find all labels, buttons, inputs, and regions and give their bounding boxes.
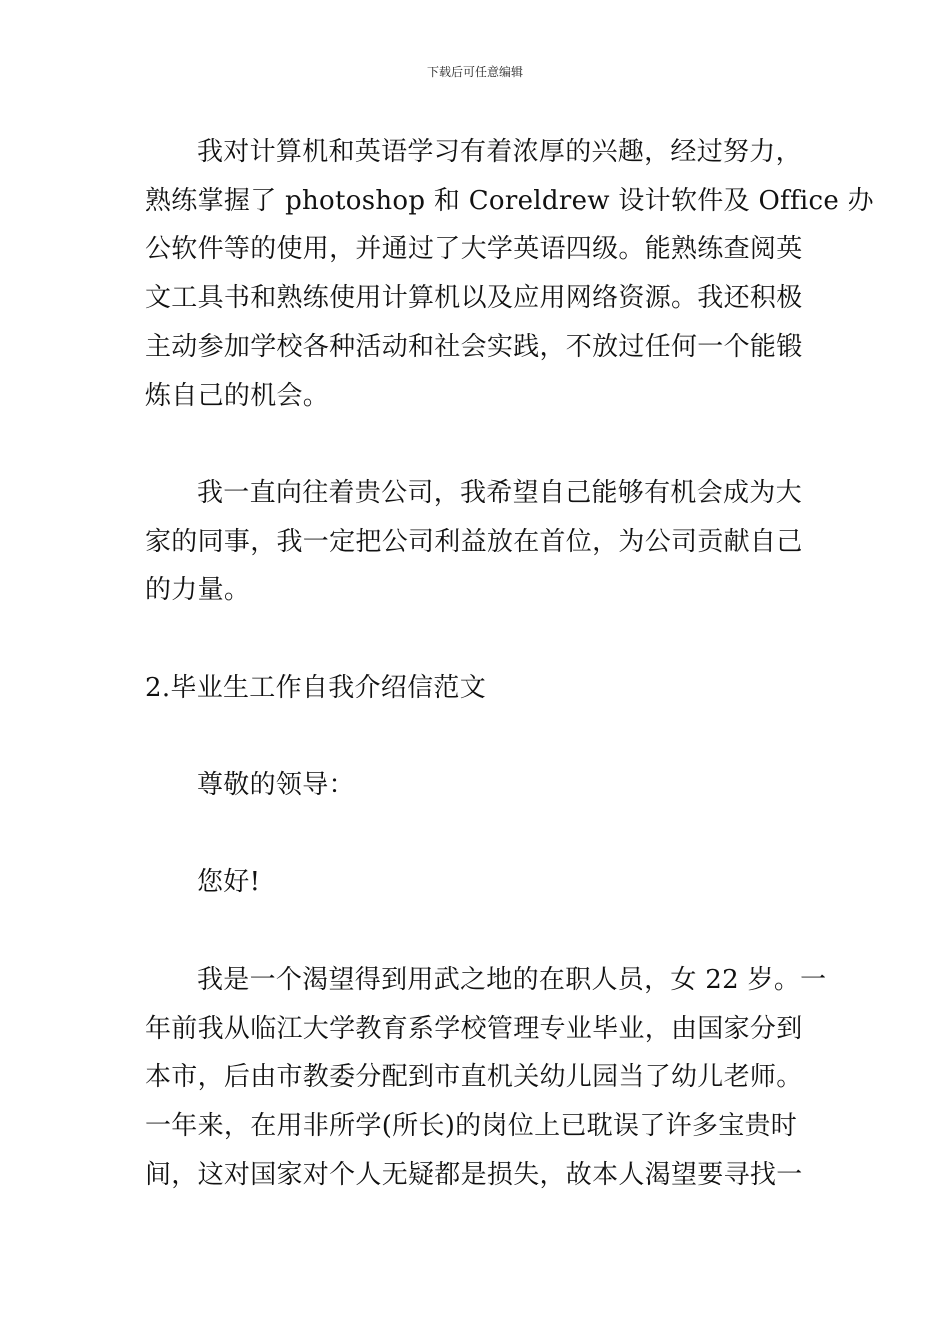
text-line: 的力量。 <box>145 575 251 606</box>
text-line: 我一直向往着贵公司，我希望自己能够有机会成为大 <box>197 477 802 508</box>
document-body <box>145 128 874 1199</box>
greeting-text: 您好! <box>197 867 261 898</box>
text-line: 我对计算机和英语学习有着浓厚的兴趣，经过努力， <box>197 137 802 167</box>
text-line: 我是一个渴望得到用武之地的在职人员，女 22 岁。一 <box>197 964 827 995</box>
text-line: 间，这对国家对个人无疑都是损失，故本人渴望要寻找一 <box>145 1159 803 1190</box>
text-line: 炼自己的机会。 <box>145 380 330 411</box>
paragraph-introduction <box>145 956 827 1200</box>
paragraph-gap <box>145 420 807 469</box>
text-line: 年前我从临江大学教育系学校管理专业毕业，由国家分到 <box>145 1013 803 1044</box>
paragraph-skills <box>145 128 874 420</box>
text-line: 主动参加学校各种活动和社会实践，不放过任何一个能锻 <box>145 331 803 362</box>
section-heading <box>145 664 807 713</box>
text-line: 熟练掌握了 photoshop 和 Coreldrew 设计软件及 Office 办 <box>145 185 874 216</box>
text-line: 公软件等的使用，并通过了大学英语四级。能熟练查阅英 <box>145 234 803 265</box>
paragraph-gap <box>145 712 807 761</box>
paragraph-gap <box>145 810 807 859</box>
heading-text: 2.毕业生工作自我介绍信范文 <box>145 672 487 703</box>
page-header: 下载后可任意编辑 <box>426 65 523 79</box>
paragraph-gap <box>145 615 807 664</box>
greeting <box>145 858 807 907</box>
paragraph-aspiration <box>145 469 807 615</box>
salutation <box>145 761 807 810</box>
text-line: 一年来，在用非所学(所长)的岗位上已耽误了许多宝贵时 <box>145 1110 798 1141</box>
text-line: 本市，后由市教委分配到市直机关幼儿园当了幼儿老师。 <box>145 1062 803 1093</box>
text-line: 文工具书和熟练使用计算机以及应用网络资源。我还积极 <box>145 283 803 314</box>
salutation-text: 尊敬的领导： <box>197 770 355 801</box>
text-line: 家的同事，我一定把公司利益放在首位，为公司贡献自己 <box>145 526 803 557</box>
paragraph-gap <box>145 907 807 956</box>
